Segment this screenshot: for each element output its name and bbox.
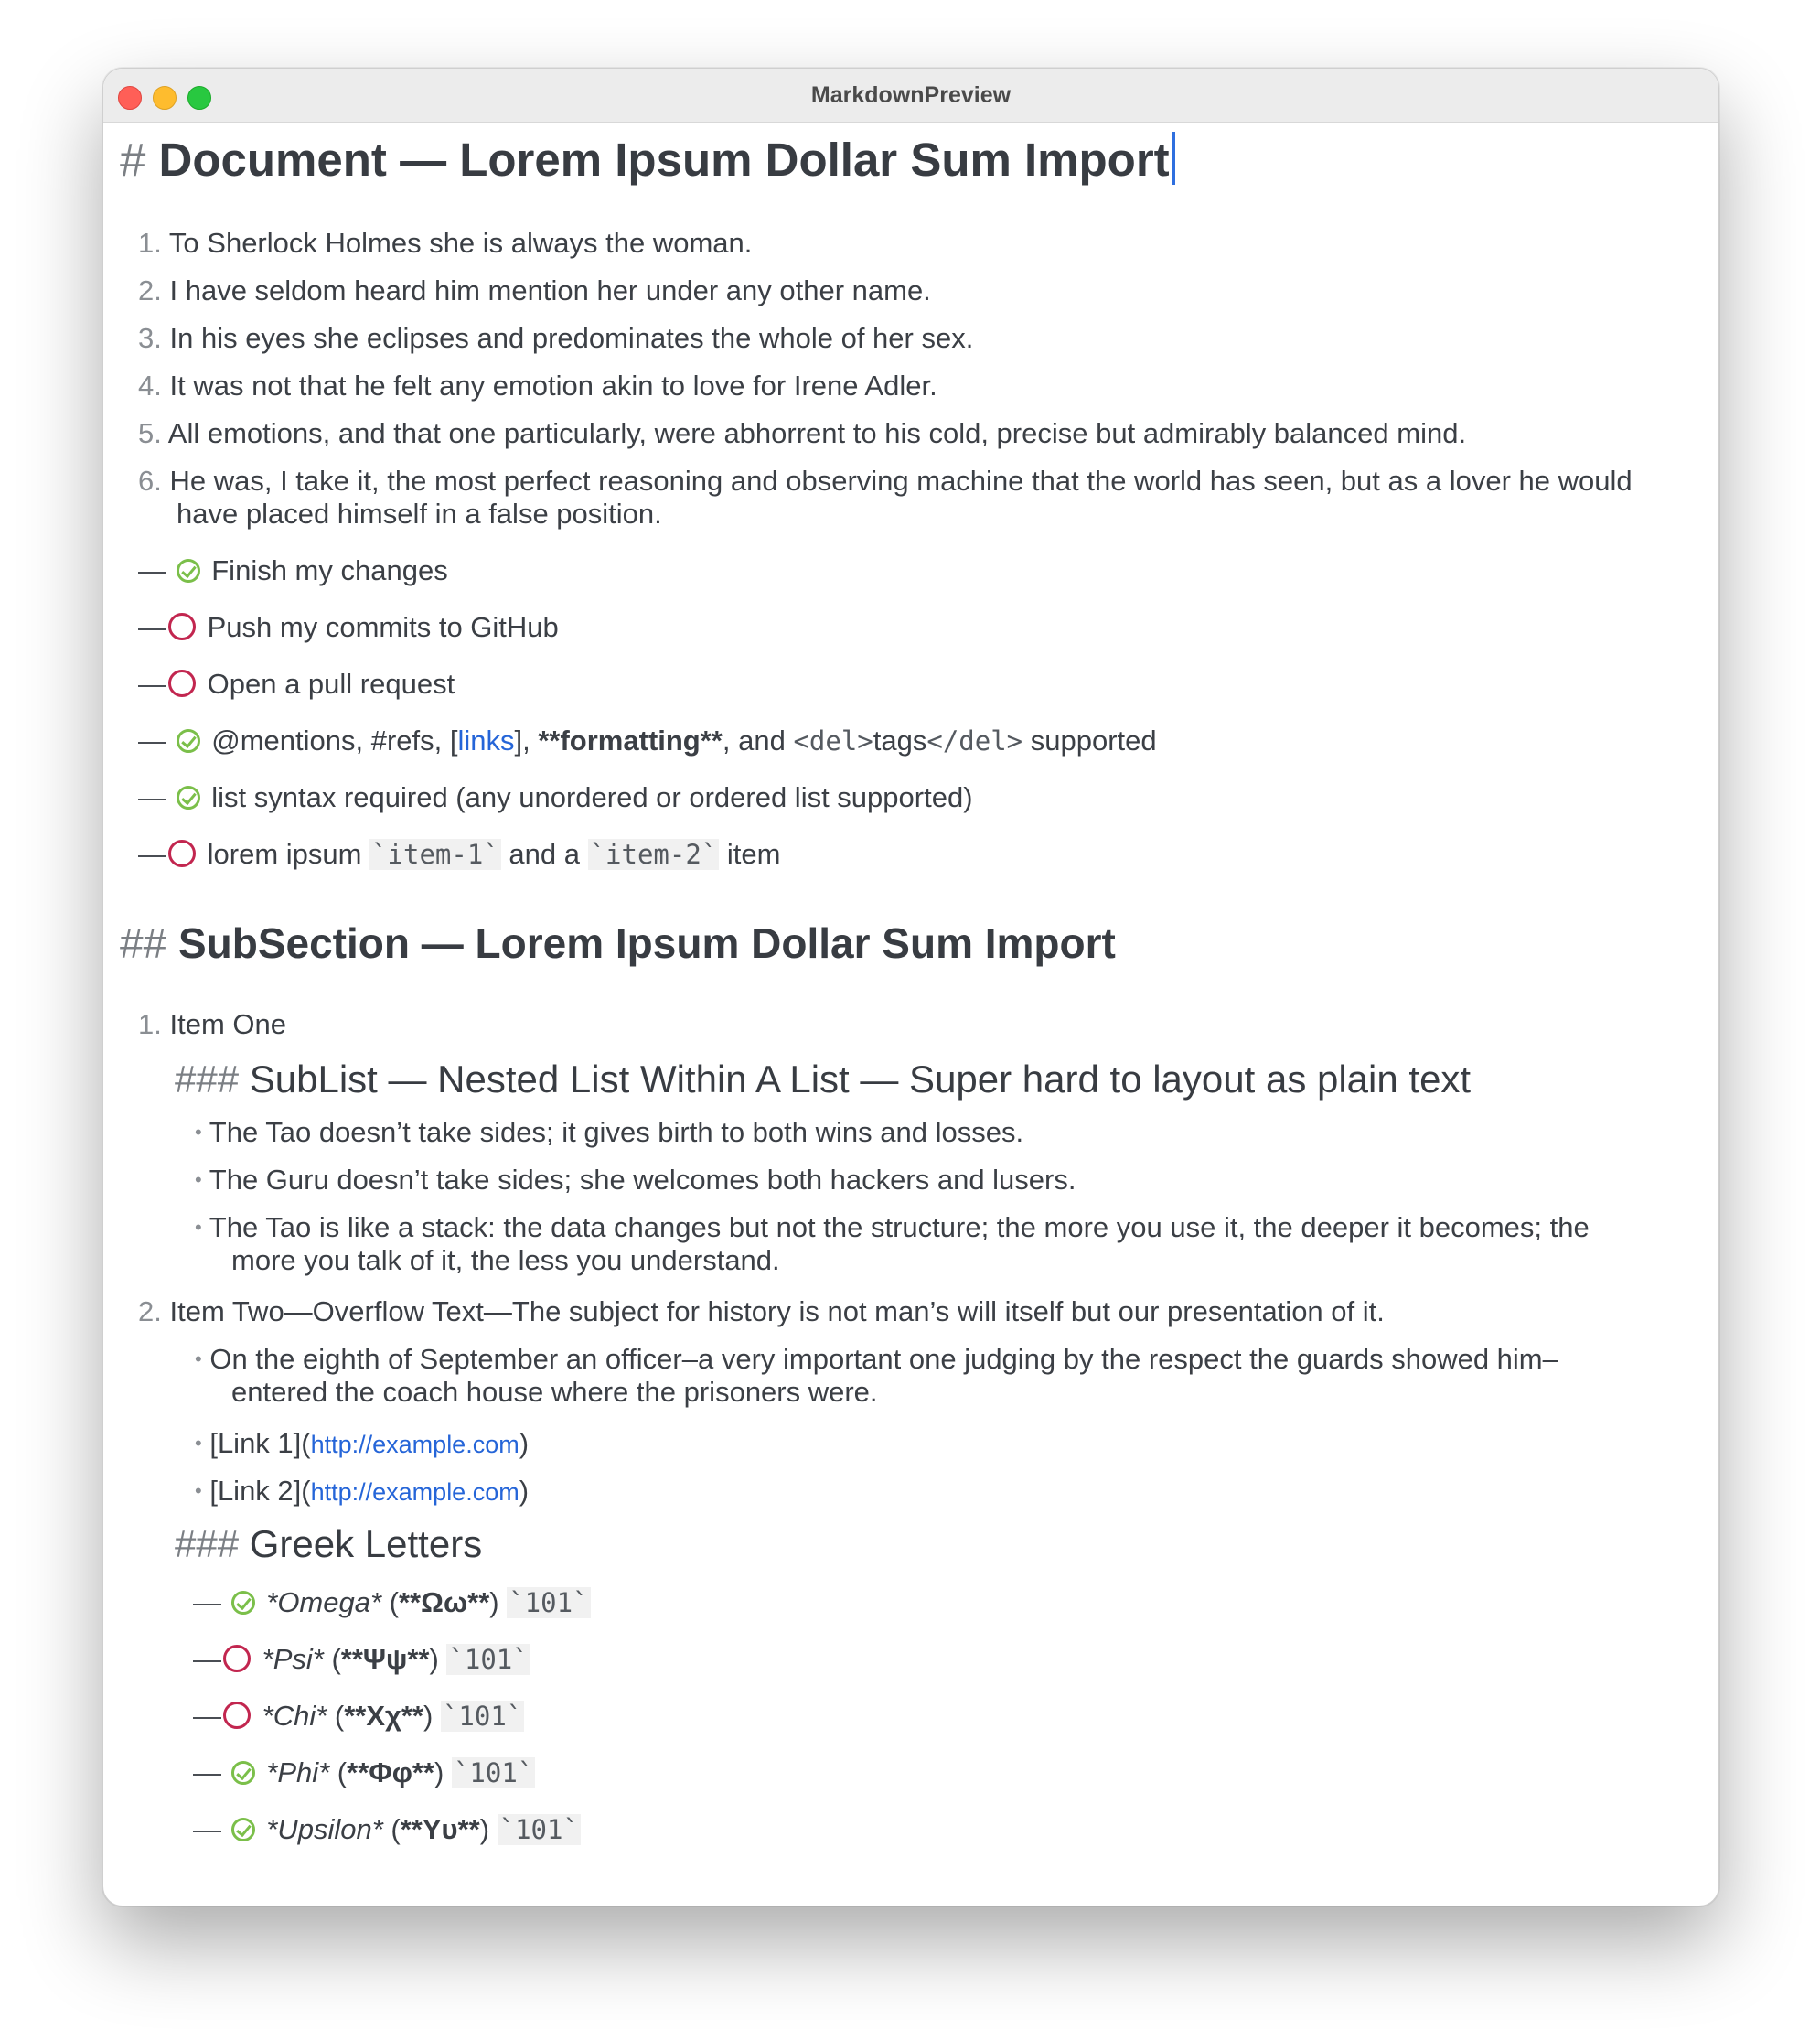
bullet-item-continuation: entered the coach house where the prisoners were. — [231, 1376, 878, 1408]
text-caret — [1172, 132, 1175, 185]
checked-circle-icon[interactable] — [231, 1591, 255, 1615]
example-link[interactable]: http://example.com — [310, 1431, 519, 1458]
list-item-continuation: have placed himself in a false position. — [177, 498, 662, 530]
bullet-item: • The Tao doesn’t take sides; it gives birth to both wins and losses. — [195, 1116, 1024, 1148]
inline-code: `item-1` — [371, 839, 499, 870]
subsection-heading: ## SubSection — Lorem Ipsum Dollar Sum Import — [120, 919, 1116, 967]
inline-code: `101` — [448, 1644, 529, 1675]
window-title: MarkdownPreview — [810, 82, 1012, 108]
checked-circle-icon[interactable] — [177, 559, 200, 583]
task-item: — *Psi* (**Ψψ**) `101` — [193, 1643, 529, 1675]
bullet-item-continuation: more you talk of it, the less you understand. — [231, 1244, 780, 1276]
app-window — [102, 68, 1719, 1906]
task-item: — Open a pull request — [138, 668, 455, 700]
inline-code: `101` — [509, 1587, 589, 1618]
unchecked-circle-icon[interactable] — [168, 670, 196, 697]
bullet-item: • [Link 2](http://example.com) — [195, 1475, 530, 1507]
list-item: 1. Item One — [138, 1008, 286, 1040]
list-item: 2. I have seldom heard him mention her under any other name. — [138, 274, 931, 306]
task-item: — *Chi* (**Χχ**) `101` — [193, 1700, 523, 1732]
task-item: — Finish my changes — [138, 554, 448, 586]
title-bar[interactable] — [103, 69, 1718, 123]
task-item: — Push my commits to GitHub — [138, 611, 559, 643]
bullet-item: • The Guru doesn’t take sides; she welcomes both hackers and lusers. — [195, 1164, 1076, 1196]
unchecked-circle-icon[interactable] — [168, 613, 196, 640]
list-item: 1. To Sherlock Holmes she is always the woman. — [138, 227, 753, 259]
greek-letters-heading: ### Greek Letters — [175, 1522, 483, 1565]
bullet-item: • The Tao is like a stack: the data changes but not the structure; the more you use it, the deeper it becomes; the — [195, 1211, 1590, 1243]
bullet-item: • On the eighth of September an officer–a very important one judging by the respect the guards showed him– — [195, 1343, 1558, 1375]
task-item: — list syntax required (any unordered or ordered list supported) — [138, 781, 973, 813]
task-item: — lorem ipsum `item-1` and a `item-2` item — [138, 838, 781, 870]
inline-code: `101` — [453, 1757, 534, 1788]
checked-circle-icon[interactable] — [231, 1818, 255, 1841]
sublist-heading: ### SubList — Nested List Within A List — Super hard to layout as plain text — [175, 1058, 1472, 1101]
inline-code: `101` — [498, 1814, 579, 1845]
bullet-item: • [Link 1](http://example.com) — [195, 1427, 530, 1459]
list-item: 5. All emotions, and that one particularly, were abhorrent to his cold, precise but admirably balanced mind. — [138, 417, 1467, 449]
links-link[interactable]: links — [457, 725, 515, 757]
inline-code: `101` — [442, 1701, 523, 1732]
task-item: — *Phi* (**Φφ**) `101` — [193, 1756, 534, 1788]
heading-text: Document — Lorem Ipsum Dollar Sum Import — [158, 134, 1170, 186]
unchecked-circle-icon[interactable] — [168, 840, 196, 867]
heading-hash: # — [120, 134, 146, 186]
task-item: — *Omega* (**Ωω**) `101` — [193, 1586, 589, 1618]
markdown-editor[interactable] — [103, 123, 1718, 1906]
example-link[interactable]: http://example.com — [310, 1478, 519, 1506]
task-item: — *Upsilon* (**Υυ**) `101` — [193, 1813, 579, 1845]
checked-circle-icon[interactable] — [177, 729, 200, 753]
document-heading[interactable] — [120, 132, 1175, 187]
list-item: 2. Item Two—Overflow Text—The subject for history is not man’s will itself but our presentation of it. — [138, 1295, 1385, 1327]
unchecked-circle-icon[interactable] — [223, 1645, 251, 1672]
checked-circle-icon[interactable] — [177, 786, 200, 810]
checked-circle-icon[interactable] — [231, 1761, 255, 1785]
list-item: 3. In his eyes she eclipses and predominates the whole of her sex. — [138, 322, 974, 354]
inline-code: `item-2` — [589, 839, 718, 870]
task-item: — @mentions, #refs, [links], **formatting**, and <del>tags</del> supported — [138, 725, 1157, 757]
list-item: 4. It was not that he felt any emotion akin to love for Irene Adler. — [138, 370, 937, 402]
list-item: 6. He was, I take it, the most perfect reasoning and observing machine that the world has seen, but as a lover he would — [138, 465, 1633, 497]
unchecked-circle-icon[interactable] — [223, 1702, 251, 1729]
